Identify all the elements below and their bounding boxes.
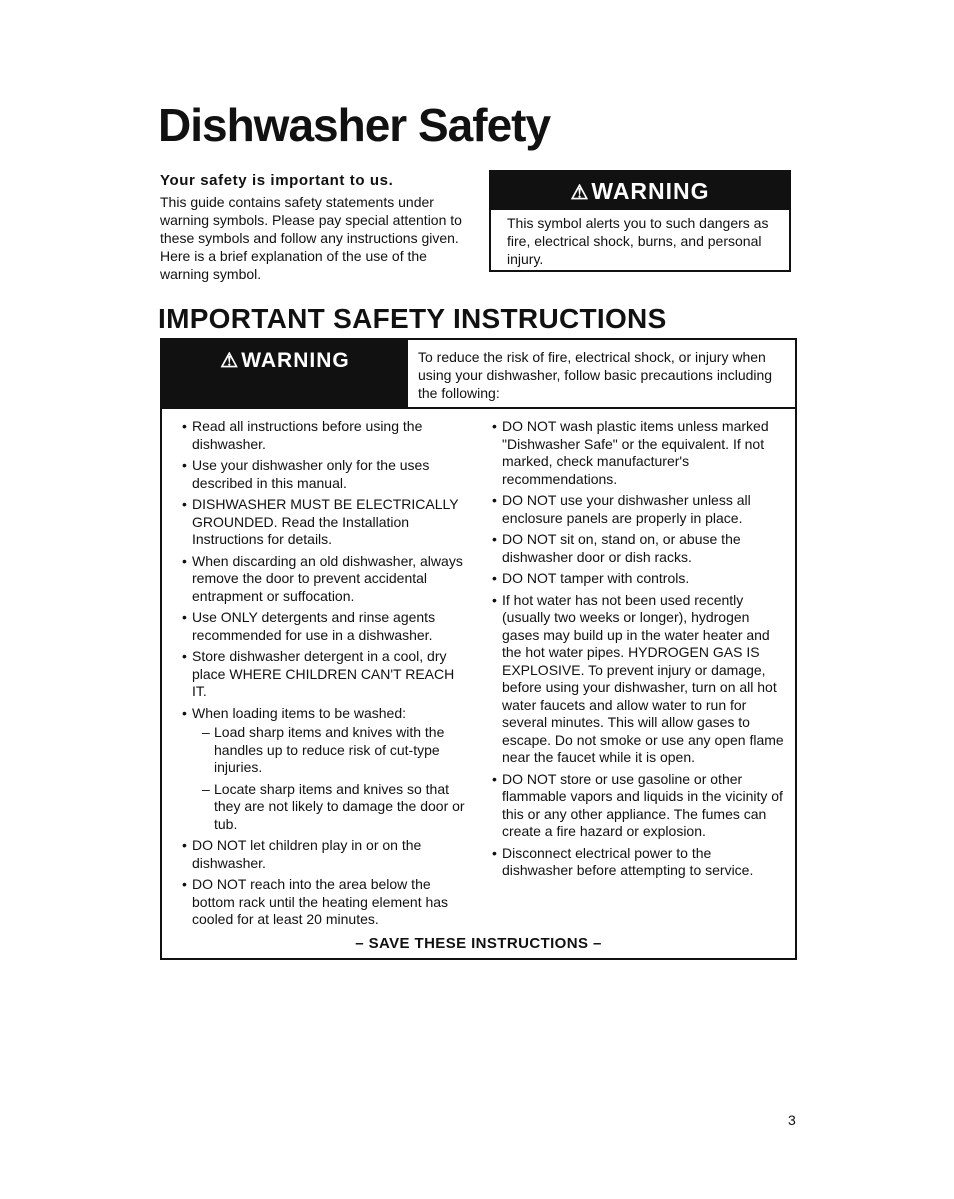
- list-item: • DO NOT wash plastic items unless marked "Dishwasher Safe" or the equivalent. If not marked, check manufacturer's recommendations.: [492, 418, 784, 488]
- list-item: • DISHWASHER MUST BE ELECTRICALLY GROUNDED. Read the Installation Instructions for details.: [182, 496, 472, 549]
- save-instructions-footer: – SAVE THESE INSTRUCTIONS –: [355, 935, 602, 952]
- instructions-right-column: [492, 418, 784, 884]
- warning-label: WARNING: [591, 178, 710, 204]
- list-item: • DO NOT reach into the area below the bottom rack until the heating element has cooled for at least 20 minutes.: [182, 876, 472, 929]
- warning-symbol-text: This symbol alerts you to such dangers as fire, electrical shock, burns, and personal injury.: [507, 215, 769, 267]
- loading-sub-list: [192, 724, 472, 833]
- safety-instructions-box: [160, 338, 797, 960]
- list-item: • Disconnect electrical power to the dishwasher before attempting to service.: [492, 845, 784, 880]
- intro-text: This guide contains safety statements under warning symbols. Please pay special attention to these symbols and follow any instructions given. Here is a brief explanation of the use of the warning symbol.: [160, 194, 462, 282]
- list-item: • DO NOT sit on, stand on, or abuse the dishwasher door or dish racks.: [492, 531, 784, 566]
- warning-banner: [491, 172, 789, 210]
- page-number: 3: [788, 1112, 796, 1128]
- left-instruction-list: [182, 418, 472, 929]
- list-item: • DO NOT use your dishwasher unless all enclosure panels are properly in place.: [492, 492, 784, 527]
- instructions-warning-text: To reduce the risk of fire, electrical shock, or injury when using your dishwasher, follow basic precautions including the following:: [418, 349, 773, 401]
- sub-list-item: – Locate sharp items and knives so that they are not likely to damage the door or tub.: [192, 781, 472, 834]
- list-item: • When discarding an old dishwasher, always remove the door to prevent accidental entrapment or suffocation.: [182, 553, 472, 606]
- list-item: • DO NOT tamper with controls.: [492, 570, 784, 588]
- warning-triangle-icon: ⚠: [570, 182, 590, 204]
- list-item: • DO NOT store or use gasoline or other flammable vapors and liquids in the vicinity of this or any other appliance. The fumes can create a fire hazard or explosion.: [492, 771, 784, 841]
- list-item: • Use your dishwasher only for the uses described in this manual.: [182, 457, 472, 492]
- section-title: IMPORTANT SAFETY INSTRUCTIONS: [158, 303, 667, 334]
- instructions-left-column: [182, 418, 472, 933]
- list-item-loading-text: When loading items to be washed:: [192, 704, 407, 721]
- list-item: • Read all instructions before using the dishwasher.: [182, 418, 472, 453]
- instructions-warning-label: WARNING: [241, 349, 350, 372]
- list-item: • Store dishwasher detergent in a cool, dry place WHERE CHILDREN CAN'T REACH IT.: [182, 648, 472, 701]
- list-item: • If hot water has not been used recently (usually two weeks or longer), hydrogen gases may build up in the water heater and the hot water pipes. HYDROGEN GAS IS EXPLOSIVE. To prevent injury or damage, before using your dishwasher, turn on all hot water faucets and allow water to run for several minutes. This will allow gases to escape. Do not smoke or use any open flame near the faucet while it is open.: [492, 592, 784, 767]
- right-instruction-list: [492, 418, 784, 880]
- warning-triangle-icon: ⚠: [220, 350, 240, 372]
- instructions-warning-banner: [162, 340, 408, 407]
- list-item: • Use ONLY detergents and rinse agents recommended for use in a dishwasher.: [182, 609, 472, 644]
- warning-symbol-box: [489, 170, 791, 272]
- list-item-loading: [182, 705, 472, 834]
- list-item: • DO NOT let children play in or on the dishwasher.: [182, 837, 472, 872]
- page-title: Dishwasher Safety: [158, 99, 551, 151]
- sub-list-item: – Load sharp items and knives with the handles up to reduce risk of cut-type injuries.: [192, 724, 472, 777]
- intro-heading: Your safety is important to us.: [160, 172, 394, 189]
- instructions-header: [162, 340, 795, 409]
